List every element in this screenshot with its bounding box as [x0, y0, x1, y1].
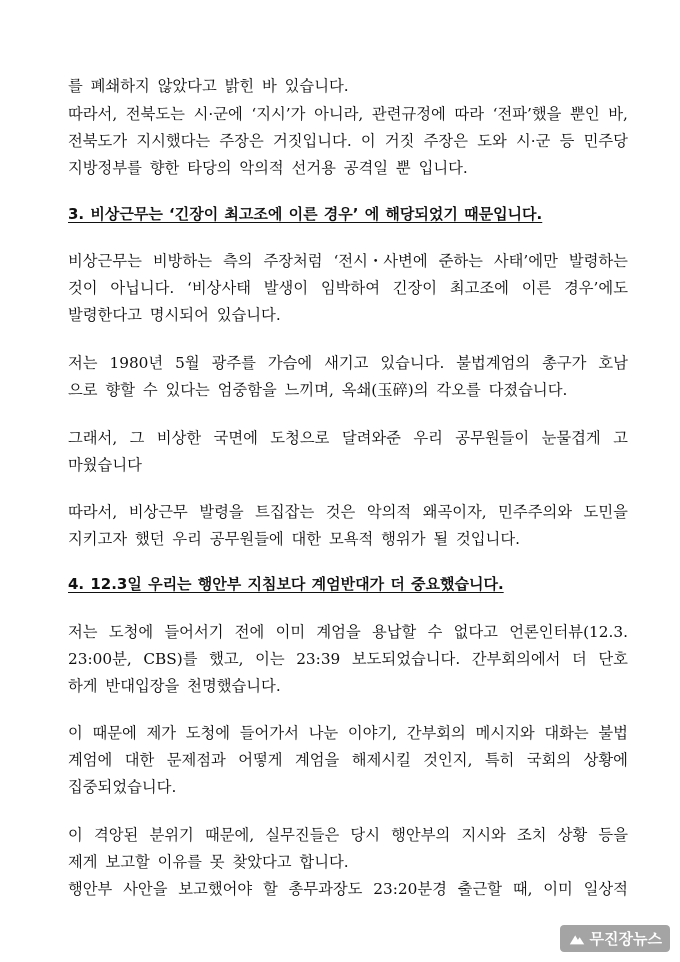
body-text-line: 것이 아닙니다. ‘비상사태 발생이 임박하여 긴장이 최고조에 이른 경우’에도	[68, 279, 628, 297]
body-text-line: 따라서, 비상근무 발령을 트집잡는 것은 악의적 왜곡이자, 민주주의와 도민을	[68, 503, 628, 521]
section-heading-4: 4. 12.3일 우리는 행안부 지침보다 계엄반대가 더 중요했습니다.	[68, 575, 504, 593]
body-text-line: 지키고자 했던 우리 공무원들에 대한 모욕적 행위가 될 것입니다.	[68, 530, 520, 548]
body-text-line: 저는 도청에 들어서기 전에 이미 계엄을 용납할 수 없다고 언론인터뷰(12.3.	[68, 623, 628, 641]
body-text-line: 저는 1980년 5월 광주를 가슴에 새기고 있습니다. 불법계엄의 총구가 호남	[68, 354, 628, 372]
body-text-line: 제게 보고할 이유를 못 찾았다고 합니다.	[68, 853, 349, 871]
body-text-line: 를 폐쇄하지 않았다고 밝힌 바 있습니다.	[68, 77, 349, 95]
body-text-line: 계엄에 대한 문제점과 어떻게 계엄을 해제시킬 것인지, 특히 국회의 상황에	[68, 751, 628, 769]
body-text-line: 비상근무는 비방하는 측의 주장처럼 ‘전시・사변에 준하는 사태’에만 발령하는	[68, 252, 628, 270]
body-text-line: 집중되었습니다.	[68, 778, 177, 796]
body-text-line: 이 격앙된 분위기 때문에, 실무진들은 당시 행안부의 지시와 조치 상황 등을	[68, 826, 628, 844]
body-text-line: 전북도가 지시했다는 주장은 거짓입니다. 이 거짓 주장은 도와 시·군 등 민주당	[68, 132, 628, 150]
logo-icon	[568, 930, 586, 948]
watermark-text: 무진장뉴스	[589, 930, 662, 948]
body-text-line: 그래서, 그 비상한 국면에 도청으로 달려와준 우리 공무원들이 눈물겹게 고	[68, 429, 628, 447]
section-heading-3: 3. 비상근무는 ‘긴장이 최고조에 이른 경우’ 에 해당되었기 때문입니다.	[68, 205, 543, 223]
body-text-line: 마웠습니다	[68, 456, 142, 474]
body-text-line: 지방정부를 향한 타당의 악의적 선거용 공격일 뿐 입니다.	[68, 159, 468, 177]
body-text-line: 23:00분, CBS)를 했고, 이는 23:39 보도되었습니다. 간부회의에서 더 단호	[68, 650, 628, 668]
body-text-line: 이 때문에 제가 도청에 들어가서 나눈 이야기, 간부회의 메시지와 대화는 불법	[68, 724, 628, 742]
body-text-line: 발령한다고 명시되어 있습니다.	[68, 306, 281, 324]
watermark	[560, 925, 670, 952]
body-text-line: 행안부 사안을 보고했어야 할 총무과장도 23:20분경 출근할 때, 이미 일상적	[68, 880, 628, 898]
body-text-line: 으로 향할 수 있다는 엄중함을 느끼며, 옥쇄(玉碎)의 각오를 다졌습니다.	[68, 381, 568, 399]
body-text-line: 하게 반대입장을 천명했습니다.	[68, 677, 281, 695]
body-text-line: 따라서, 전북도는 시·군에 ‘지시’가 아니라, 관련규정에 따라 ‘전파’했을 뿐인 바,	[68, 105, 628, 123]
